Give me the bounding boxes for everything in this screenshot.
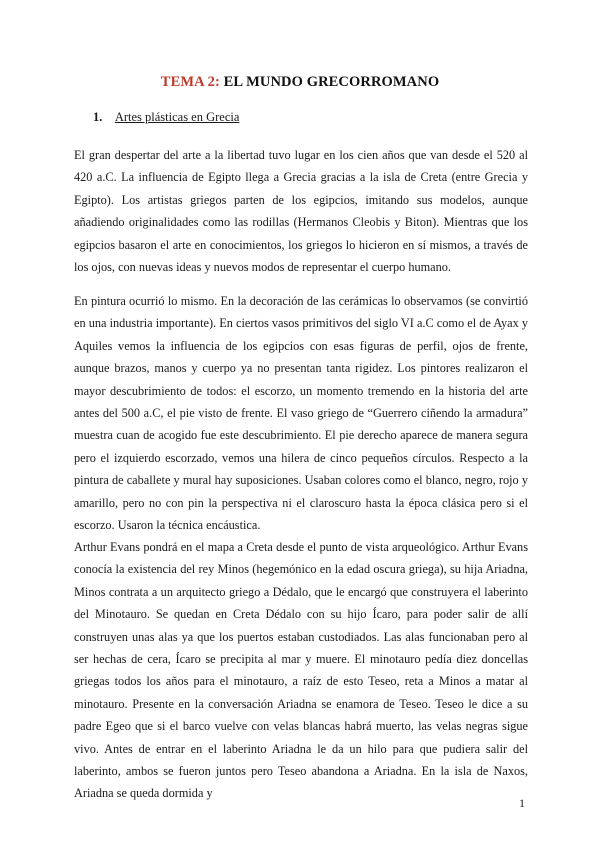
paragraph-arte-griego: El gran despertar del arte a la libertad tuvo lugar en los cien años que van desde el 520 al 420 a.C. La influencia de Egipto llega a Grecia gracias a la isla de Creta (entre Grecia y Egipto). Los artistas griegos parten de los egipcios, imitando sus modelos, aunque añadiendo originalidades como las rodillas (Hermanos Cleobis y Biton). Mientras que los egipcios basaron el arte en conocimientos, los griegos lo hicieron en sí mismos, a través de los ojos, con nuevas ideas y nuevos modos de representar el cuerpo humano. xyxy=(74,148,528,275)
section-number: 1. xyxy=(93,110,103,124)
page-title xyxy=(0,74,600,91)
paragraph-pintura: En pintura ocurrió lo mismo. En la decoración de las cerámicas lo observamos (se convirtió en una industria importante). En ciertos vasos primitivos del siglo VI a.C como el de Ayax y Aquiles vemos la influencia de los egipcios con esas figuras de perfil, ojos de frente, aunque brazos, manos y cuerpo ya no presentan tanta rigidez. Los pintores realizaron el mayor descubrimiento de todos: el escorzo, un momento tremendo en la historia del arte antes del 500 a.C, el pie visto de frente. El vaso griego de “Guerrero ciñendo la armadura” muestra cuan de acogido fue este descubrimiento. El pie derecho aparece de manera segura pero el izquierdo escorzado, vemos una hilera de cinco pequeños círculos. Respecto a la pintura de caballete y mural hay suposiciones. Usaban colores como el blanco, negro, rojo y amarillo, pero no con pin la perspectiva ni el claroscuro hasta la época clásica pero si el escorzo. Usaron la técnica encáustica. xyxy=(74,294,528,533)
section-title: Artes plásticas en Grecia xyxy=(114,110,240,124)
page-number: 1 xyxy=(519,796,525,810)
title-prefix: TEMA 2: xyxy=(160,74,220,90)
section-heading xyxy=(93,110,239,125)
paragraph-creta: Arthur Evans pondrá en el mapa a Creta desde el punto de vista arqueológico. Arthur Evans conocía la existencia del rey Minos (hegemónico en la edad oscura griega), su hija Ariadna, Minos contrata a un arquitecto griego a Dédalo, que le encargó que construyera el laberinto del Minotauro. Se quedan en Creta Dédalo con su hijo Ícaro, para poder salir de allí construyen unas alas ya que los puertos estaban custodiados. Las alas funcionaban pero al ser hechas de cera, Ícaro se precipita al mar y muere. El minotauro pedía diez doncellas griegas todos los años para el minotauro, a raíz de esto Teseo, reta a Minos a matar al minotauro. Presente en la conversación Ariadna se enamora de Teseo. Teseo le dice a su padre Egeo que si el barco vuelve con velas blancas habrá muerto, las velas negras sigue vivo. Antes de entrar en el laberinto Ariadna le da un hilo para que pudiera salir del laberinto, ambos se fueron juntos pero Teseo abandona a Ariadna. En la isla de Naxos, Ariadna se queda dormida y xyxy=(74,540,528,801)
title-main: EL MUNDO GRECORROMANO xyxy=(219,74,440,90)
